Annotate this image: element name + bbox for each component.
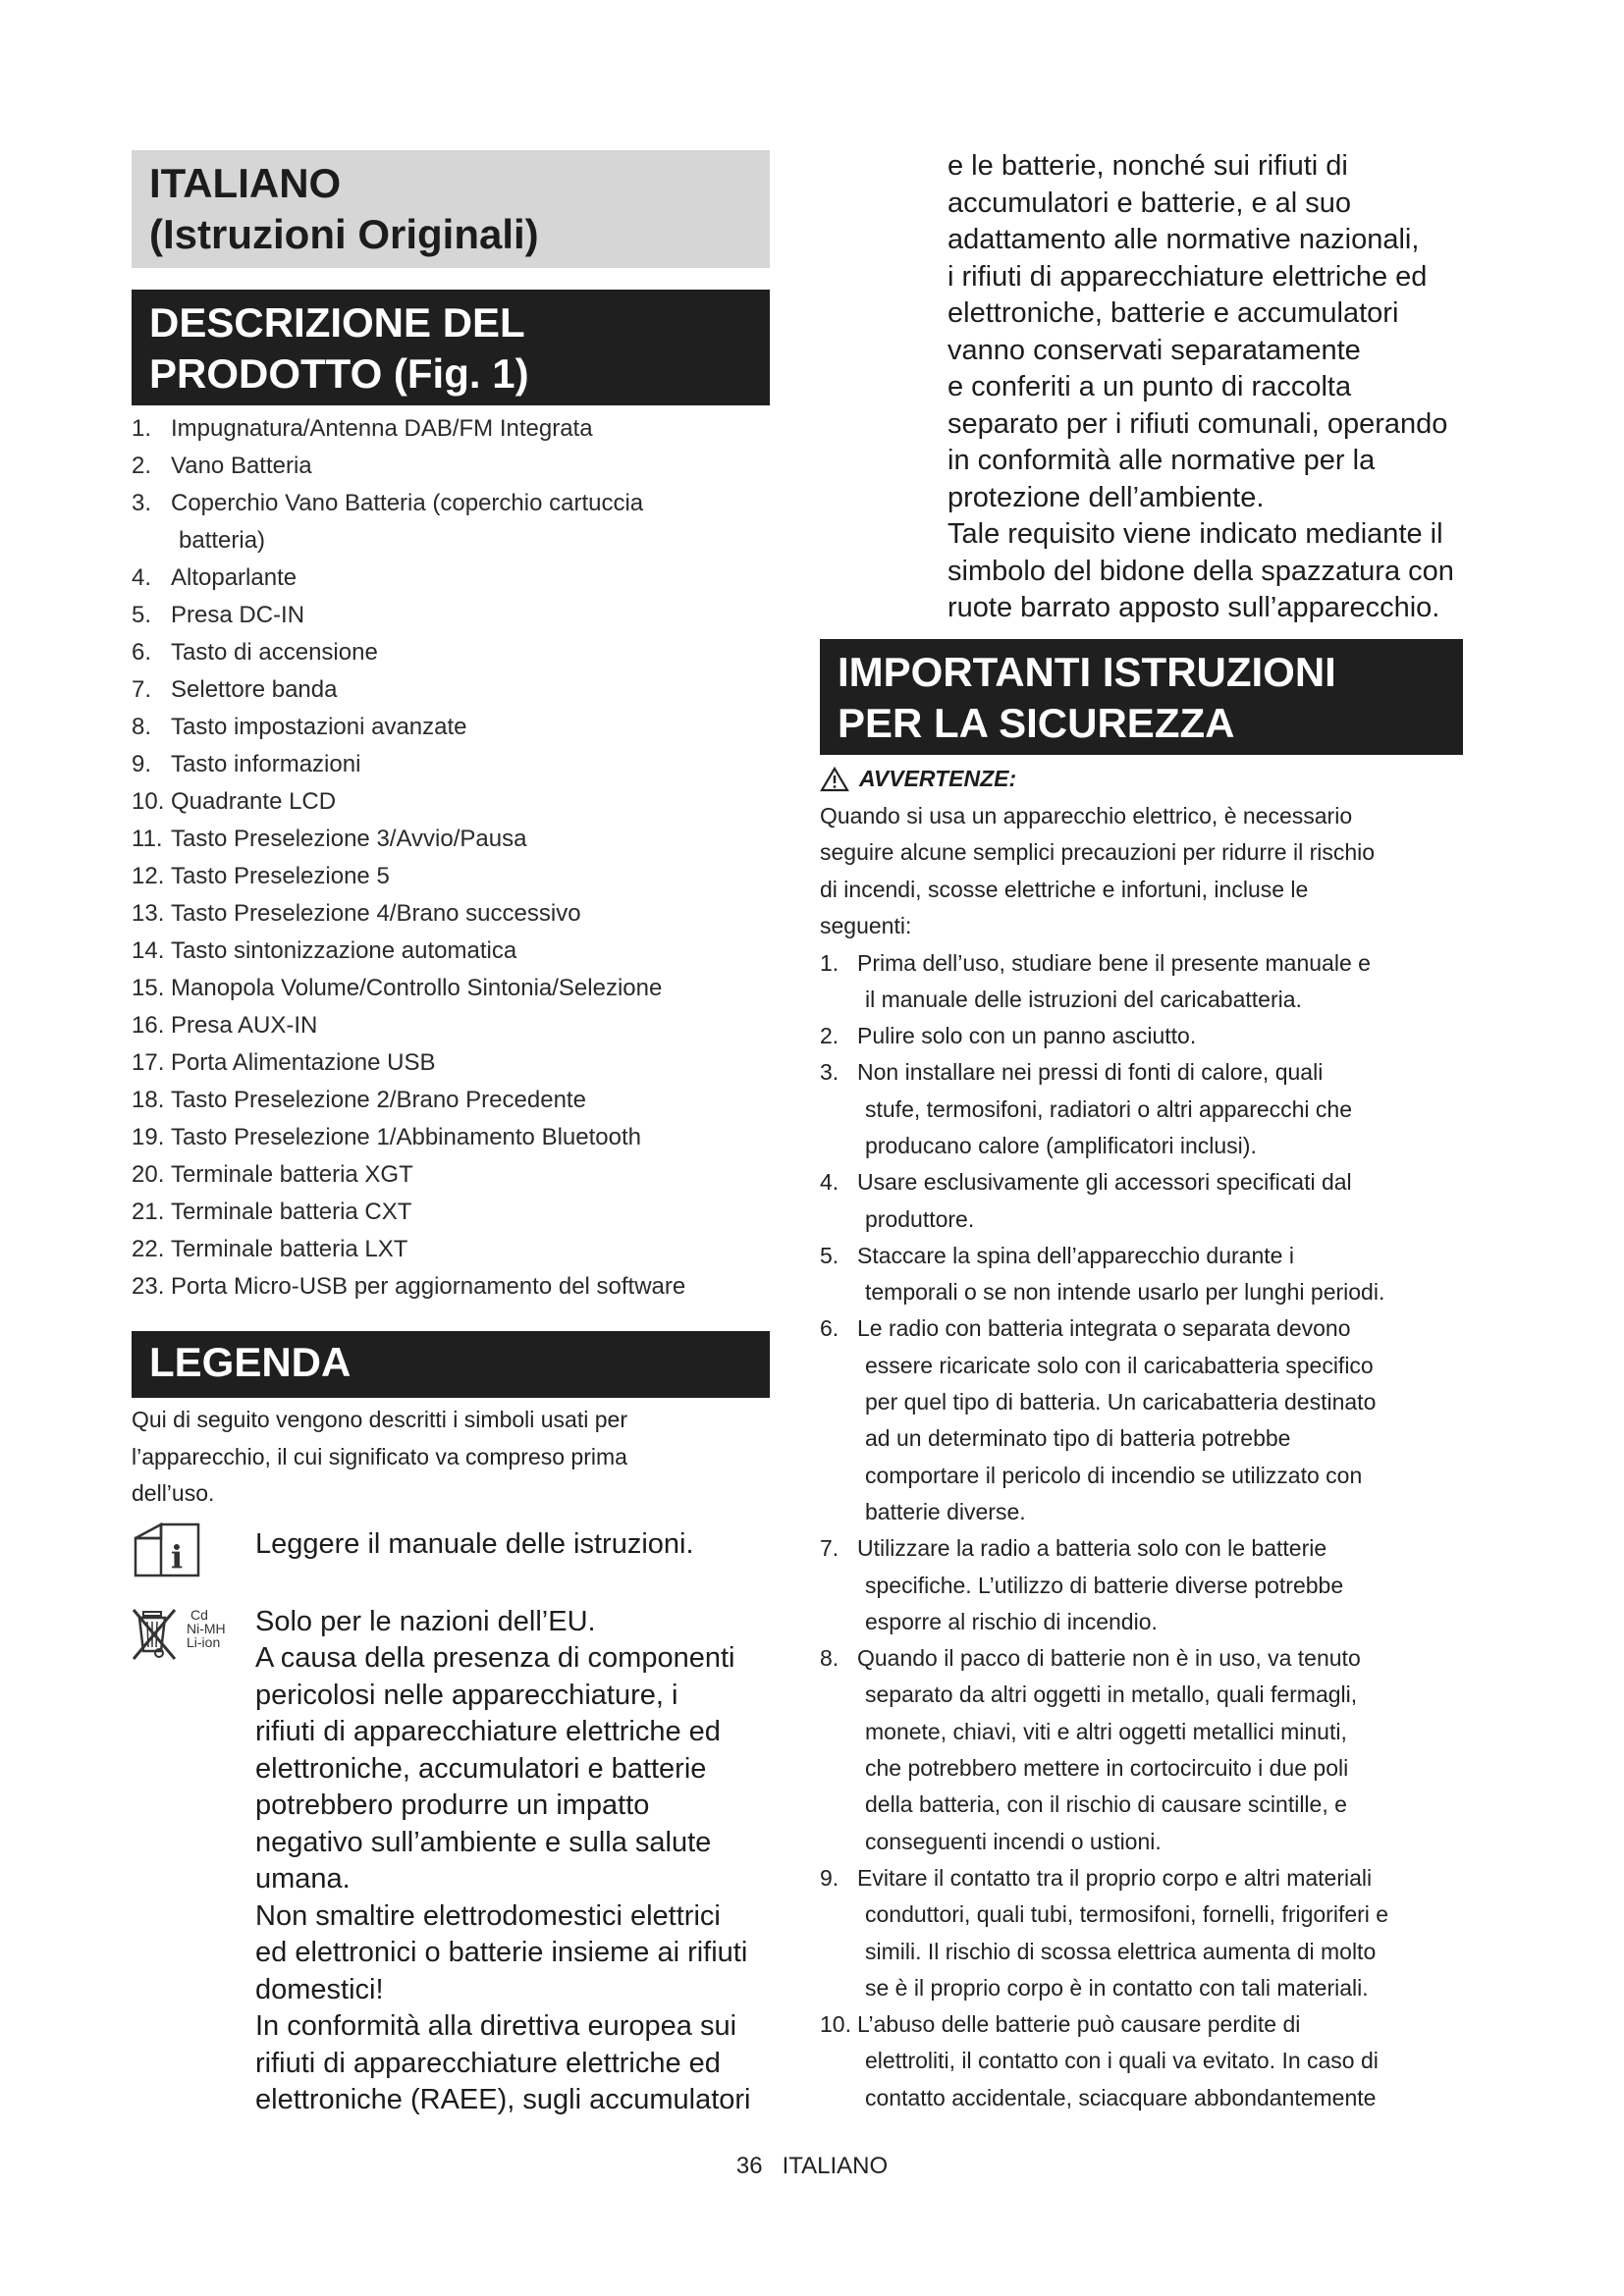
item-text: Evitare il contatto tra il proprio corpo e altri materiali — [857, 1864, 1373, 1891]
list-item — [820, 1092, 1463, 1128]
safety-instructions-list — [820, 945, 1463, 2117]
right-column — [820, 150, 1463, 2116]
battery-label: Ni-MH — [187, 1620, 226, 1636]
item-number — [820, 1201, 857, 1238]
item-text: Altoparlante — [171, 564, 298, 591]
item-text: Porta Alimentazione USB — [171, 1049, 436, 1076]
item-text: Tasto Preselezione 2/Brano Precedente — [171, 1087, 586, 1113]
language-header — [132, 150, 770, 268]
list-item — [820, 1164, 1463, 1201]
item-number: 9. — [132, 751, 152, 777]
item-number — [820, 1384, 857, 1420]
page-footer — [0, 2153, 1624, 2180]
list-item — [132, 522, 770, 560]
item-number — [820, 1420, 857, 1457]
item-text: Usare esclusivamente gli accessori specificati dal — [857, 1169, 1352, 1196]
list-item — [820, 1640, 1463, 1677]
item-text: che potrebbero mettere in cortocircuito i due poli — [865, 1755, 1349, 1782]
item-number: 10. — [132, 788, 165, 815]
item-text: producano calore (amplificatori inclusi). — [865, 1132, 1257, 1158]
list-item — [820, 1604, 1463, 1640]
product-description-title-line2: PRODOTTO (Fig. 1) — [149, 350, 529, 397]
list-item — [820, 982, 1463, 1018]
item-number: 18. — [132, 1087, 165, 1113]
text-line: vanno conservati separatamente — [947, 334, 1361, 366]
item-number: 3. — [820, 1059, 839, 1086]
item-text: Presa DC-IN — [171, 602, 305, 628]
text-line: simbolo del bidone della spazzatura con — [947, 555, 1454, 587]
item-number: 7. — [820, 1535, 839, 1562]
list-item — [820, 1824, 1463, 1860]
item-number: 23. — [132, 1273, 165, 1300]
item-number: 7. — [132, 676, 152, 703]
item-text: Prima dell’uso, studiare bene il presente manuale e — [857, 949, 1371, 976]
list-item — [132, 1194, 770, 1231]
list-item — [820, 1568, 1463, 1604]
weee-description — [255, 1604, 750, 2119]
item-number: 11. — [132, 826, 163, 852]
list-item — [132, 1156, 770, 1194]
list-item — [820, 1494, 1463, 1530]
item-text: Tasto sintonizzazione automatica — [171, 937, 517, 964]
text-line: negativo sull’ambiente e sulla salute — [255, 1826, 712, 1858]
legend-intro-line: l’apparecchio, il cui significato va compreso prima — [132, 1443, 627, 1469]
item-text: Quando il pacco di batterie non è in uso, va tenuto — [857, 1645, 1361, 1672]
list-item — [132, 858, 770, 895]
item-text: Quadrante LCD — [171, 788, 337, 815]
legend-intro-line: Qui di seguito vengono descritti i simboli usati per — [132, 1407, 627, 1432]
item-text: Tasto Preselezione 3/Avvio/Pausa — [171, 826, 527, 852]
list-item — [820, 1420, 1463, 1457]
list-item — [132, 410, 770, 448]
safety-intro-line: seguenti: — [820, 913, 912, 938]
item-number — [132, 522, 171, 560]
text-line: protezione dell’ambiente. — [947, 481, 1265, 513]
item-number: 1. — [820, 949, 839, 976]
list-item — [132, 1268, 770, 1306]
item-text: separato da altri oggetti in metallo, quali fermagli, — [865, 1682, 1358, 1708]
list-item — [820, 1458, 1463, 1494]
text-line: accumulatori e batterie, e al suo — [947, 187, 1352, 219]
item-number: 19. — [132, 1124, 165, 1150]
legend-title: LEGENDA — [149, 1339, 352, 1385]
list-item — [820, 1348, 1463, 1384]
item-text: temporali o se non intende usarlo per lunghi periodi. — [865, 1279, 1385, 1306]
item-number: 10. — [820, 2011, 851, 2038]
item-number — [820, 1128, 857, 1164]
item-number — [820, 1714, 857, 1750]
safety-intro — [820, 798, 1463, 945]
list-item — [820, 945, 1463, 982]
text-line: elettroniche, accumulatori e batterie — [255, 1752, 707, 1785]
item-number: 6. — [820, 1315, 839, 1342]
item-number: 21. — [132, 1199, 165, 1225]
item-number — [820, 1970, 857, 2006]
item-text: simili. Il rischio di scossa elettrica aumenta di molto — [865, 1938, 1377, 1964]
item-text: Manopola Volume/Controllo Sintonia/Selezione — [171, 975, 663, 1001]
product-parts-list — [132, 410, 770, 1306]
item-text: Staccare la spina dell’apparecchio durante i — [857, 1242, 1294, 1268]
list-item — [820, 1860, 1463, 1896]
item-number: 5. — [132, 602, 152, 628]
list-item — [132, 1044, 770, 1082]
battery-label: Cd — [190, 1606, 208, 1623]
item-text: ad un determinato tipo di batteria potrebbe — [865, 1425, 1291, 1452]
item-number: 12. — [132, 863, 165, 889]
safety-title-line2: PER LA SICUREZZA — [838, 699, 1235, 746]
list-item — [820, 1714, 1463, 1750]
list-item — [132, 1007, 770, 1044]
item-number: 8. — [132, 714, 152, 740]
item-text: il manuale delle istruzioni del caricabatteria. — [865, 986, 1302, 1012]
item-text: Tasto Preselezione 5 — [171, 863, 390, 889]
language-subtitle: (Istruzioni Originali) — [149, 211, 539, 257]
text-line: rifiuti di apparecchiature elettriche ed — [255, 2047, 721, 2079]
text-line: e conferiti a un punto di raccolta — [947, 371, 1352, 402]
item-text: contatto accidentale, sciacquare abbondantemente — [865, 2084, 1377, 2110]
text-line: in conformità alle normative per la — [947, 445, 1376, 476]
text-line: separato per i rifiuti comunali, operando — [947, 407, 1448, 440]
item-text: Tasto Preselezione 1/Abbinamento Bluetooth — [171, 1124, 641, 1150]
text-line: e le batterie, nonché sui rifiuti di — [947, 150, 1348, 182]
legend-header — [132, 1331, 770, 1398]
list-item — [132, 485, 770, 522]
item-number: 2. — [132, 453, 152, 479]
list-item — [132, 970, 770, 1007]
item-number — [820, 2043, 857, 2079]
item-text: Utilizzare la radio a batteria solo con le batterie — [857, 1535, 1327, 1562]
list-item — [820, 1128, 1463, 1164]
text-line: elettroniche (RAEE), sugli accumulatori — [255, 2084, 751, 2115]
list-item — [820, 1934, 1463, 1970]
item-text: Terminale batteria XGT — [171, 1161, 413, 1188]
weee-continuation — [820, 148, 1463, 627]
item-number: 20. — [132, 1161, 165, 1188]
list-item — [132, 709, 770, 746]
text-line: Solo per le nazioni dell’EU. — [255, 1605, 596, 1637]
safety-header — [820, 639, 1463, 755]
list-item — [820, 2043, 1463, 2079]
item-text: Tasto impostazioni avanzate — [171, 714, 467, 740]
footer-language: ITALIANO — [782, 2153, 889, 2179]
item-number: 1. — [132, 415, 152, 442]
item-number — [820, 1568, 857, 1604]
list-item — [820, 2006, 1463, 2043]
item-number — [820, 2080, 857, 2116]
item-number: 22. — [132, 1236, 165, 1262]
item-number: 17. — [132, 1049, 165, 1076]
item-number: 4. — [820, 1169, 839, 1196]
list-item — [132, 895, 770, 933]
language-title: ITALIANO — [149, 160, 342, 206]
text-line: A causa della presenza di componenti — [255, 1642, 735, 1674]
item-text: Terminale batteria LXT — [171, 1236, 408, 1262]
list-item — [820, 1530, 1463, 1567]
item-text: batteria) — [179, 527, 266, 554]
product-description-header — [132, 290, 770, 405]
list-item — [820, 1310, 1463, 1347]
item-text: batterie diverse. — [865, 1498, 1026, 1524]
list-item — [820, 1201, 1463, 1238]
item-text: Presa AUX-IN — [171, 1012, 318, 1039]
item-number — [820, 1274, 857, 1310]
item-number: 15. — [132, 975, 165, 1001]
list-item — [132, 597, 770, 634]
list-item — [132, 560, 770, 597]
item-number: 9. — [820, 1864, 839, 1891]
item-text: conseguenti incendi o ustioni. — [865, 1828, 1162, 1854]
item-number: 6. — [132, 639, 152, 666]
item-number — [820, 982, 857, 1018]
text-line: rifiuti di apparecchiature elettriche ed — [255, 1716, 721, 1747]
list-item — [132, 634, 770, 671]
item-text: Terminale batteria CXT — [171, 1199, 412, 1225]
manual-symbol-row — [132, 1521, 770, 1584]
item-text: Tasto informazioni — [171, 751, 361, 777]
manual-text: Leggere il manuale delle istruzioni. — [255, 1527, 694, 1560]
item-number: 4. — [132, 564, 152, 591]
list-item — [820, 1384, 1463, 1420]
item-number — [820, 1348, 857, 1384]
legend-intro-line: dell’uso. — [132, 1480, 215, 1506]
warning-label-row — [820, 761, 1463, 798]
list-item — [132, 1082, 770, 1119]
safety-intro-line: seguire alcune semplici precauzioni per ridurre il rischio — [820, 839, 1376, 865]
item-text: Pulire solo con un panno asciutto. — [857, 1023, 1197, 1049]
item-number — [820, 1494, 857, 1530]
item-number — [820, 1934, 857, 1970]
text-line: adattamento alle normative nazionali, — [947, 224, 1420, 255]
item-number: 3. — [132, 490, 152, 516]
crossed-bin-icon — [132, 1604, 255, 1673]
list-item — [820, 1238, 1463, 1274]
text-line: Tale requisito viene indicato mediante il — [947, 518, 1443, 550]
list-item — [820, 1054, 1463, 1091]
item-text: monete, chiavi, viti e altri oggetti metallici minuti, — [865, 1718, 1347, 1744]
left-column — [132, 150, 770, 2119]
text-line: i rifiuti di apparecchiature elettriche ed — [947, 260, 1428, 293]
item-number: 5. — [820, 1242, 839, 1268]
safety-intro-line: Quando si usa un apparecchio elettrico, è necessario — [820, 802, 1353, 828]
warning-triangle-icon — [820, 767, 849, 792]
item-text: produttore. — [865, 1205, 975, 1232]
item-number — [820, 1787, 857, 1823]
item-text: se è il proprio corpo è in contatto con tali materiali. — [865, 1974, 1369, 2001]
item-number — [820, 1896, 857, 1933]
list-item — [820, 1970, 1463, 2006]
list-item — [820, 1018, 1463, 1054]
item-text: essere ricaricate solo con il caricabatteria specifico — [865, 1352, 1374, 1378]
item-text: conduttori, quali tubi, termosifoni, fornelli, frigoriferi e — [865, 1901, 1389, 1928]
item-number: 13. — [132, 900, 165, 927]
item-text: Le radio con batteria integrata o separata devono — [857, 1315, 1351, 1342]
item-number: 14. — [132, 937, 165, 964]
item-number — [820, 1604, 857, 1640]
product-description-title-line1: DESCRIZIONE DEL — [149, 299, 525, 346]
item-text: esporre al rischio di incendio. — [865, 1608, 1158, 1634]
item-text: Porta Micro-USB per aggiornamento del software — [171, 1273, 686, 1300]
item-number: 16. — [132, 1012, 165, 1039]
list-item — [820, 1750, 1463, 1787]
item-number — [820, 1677, 857, 1713]
text-line: ed elettronici o batterie insieme ai rifiuti — [255, 1937, 748, 1968]
item-number — [820, 1824, 857, 1860]
item-text: della batteria, con il rischio di causare scintille, e — [865, 1791, 1347, 1818]
text-line: domestici! — [255, 1973, 384, 2005]
list-item — [820, 1677, 1463, 1713]
text-line: potrebbero produrre un impatto — [255, 1789, 650, 1821]
item-number — [820, 1750, 857, 1787]
legend-intro — [132, 1402, 770, 1513]
item-text: stufe, termosifoni, radiatori o altri apparecchi che — [865, 1095, 1353, 1122]
item-number: 8. — [820, 1645, 839, 1672]
item-text: Impugnatura/Antenna DAB/FM Integrata — [171, 415, 593, 442]
list-item — [132, 783, 770, 821]
text-line: umana. — [255, 1863, 351, 1895]
list-item — [820, 1787, 1463, 1823]
battery-label: Li-ion — [187, 1633, 221, 1650]
read-manual-icon — [132, 1521, 255, 1584]
item-number — [820, 1458, 857, 1494]
item-text: specifiche. L’utilizzo di batterie diverse potrebbe — [865, 1572, 1344, 1598]
item-text: Coperchio Vano Batteria (coperchio cartuccia — [171, 490, 644, 516]
item-text: Tasto di accensione — [171, 639, 378, 666]
safety-intro-line: di incendi, scosse elettriche e infortuni, incluse le — [820, 876, 1309, 902]
item-text: Vano Batteria — [171, 453, 312, 479]
text-line: pericolosi nelle apparecchiature, i — [255, 1679, 678, 1711]
item-text: Selettore banda — [171, 676, 338, 703]
text-line: Non smaltire elettrodomestici elettrici — [255, 1899, 721, 1932]
text-line: elettroniche, batterie e accumulatori — [947, 297, 1399, 329]
list-item — [132, 821, 770, 858]
item-text: comportare il pericolo di incendio se utilizzato con — [865, 1462, 1363, 1488]
item-text: per quel tipo di batteria. Un caricabatteria destinato — [865, 1389, 1377, 1415]
item-number: 2. — [820, 1023, 839, 1049]
list-item — [820, 2080, 1463, 2116]
list-item — [132, 671, 770, 709]
item-text: L’abuso delle batterie può causare perdite di — [857, 2011, 1301, 2038]
safety-title-line1: IMPORTANTI ISTRUZIONI — [838, 648, 1336, 695]
text-line: In conformità alla direttiva europea sui — [255, 2010, 737, 2042]
item-number — [820, 1092, 857, 1128]
text-line: ruote barrato apposto sull’apparecchio. — [947, 592, 1440, 623]
item-text: Tasto Preselezione 4/Brano successivo — [171, 900, 581, 927]
weee-symbol-row — [132, 1604, 770, 2119]
list-item — [132, 746, 770, 783]
list-item — [820, 1274, 1463, 1310]
list-item — [132, 448, 770, 485]
svg-text:i: i — [171, 1537, 184, 1575]
list-item — [820, 1896, 1463, 1933]
page-number: 36 — [735, 2153, 763, 2179]
warning-label: AVVERTENZE: — [859, 766, 1017, 791]
list-item — [132, 933, 770, 970]
list-item — [132, 1119, 770, 1156]
list-item — [132, 1231, 770, 1268]
item-text: Non installare nei pressi di fonti di calore, quali — [857, 1059, 1324, 1086]
item-text: elettroliti, il contatto con i quali va evitato. In caso di — [865, 2048, 1379, 2074]
